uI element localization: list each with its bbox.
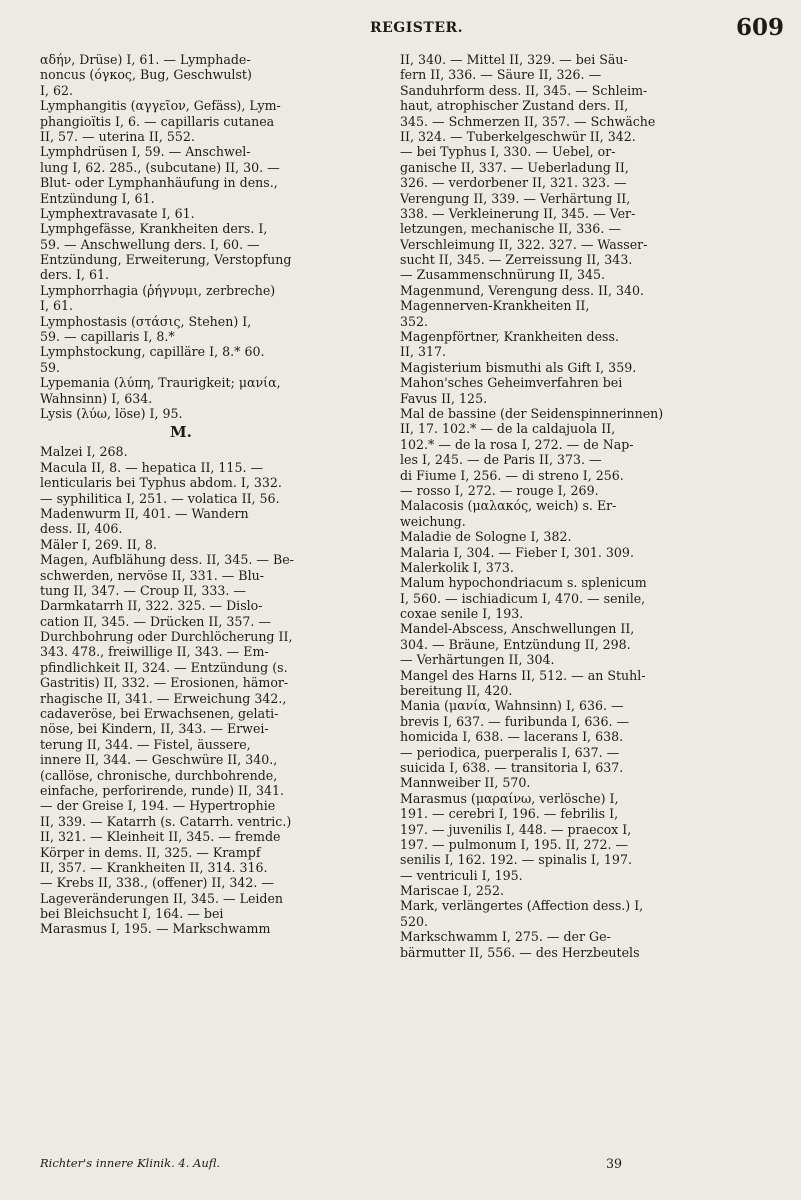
index-line: II, 321. — Kleinheit II, 345. — fremde xyxy=(40,829,281,845)
index-line: 343. 478., freiwillige II, 343. — Em- xyxy=(40,644,269,660)
index-line: 338. — Verkleinerung II, 345. — Ver- xyxy=(400,205,636,221)
index-line: Malzei I, 268. xyxy=(40,444,128,460)
index-line: II, 317. xyxy=(400,344,446,360)
index-line: terung II, 344. — Fistel, äussere, xyxy=(40,736,251,752)
index-line: Malum hypochondriacum s. splenicum xyxy=(400,575,647,591)
index-line: ders. I, 61. xyxy=(40,267,110,283)
index-line: phangioïtis I, 6. — capillaris cutanea xyxy=(40,113,275,129)
index-line: — rosso I, 272. — rouge I, 269. xyxy=(400,482,599,498)
index-line: II, 324. — Tuberkelgeschwür II, 342. xyxy=(400,128,636,144)
index-line: Magenpförtner, Krankheiten dess. xyxy=(400,329,619,345)
index-line: Magisterium bismuthi als Gift I, 359. xyxy=(400,359,637,375)
index-line: Marasmus I, 195. — Markschwamm xyxy=(40,921,271,937)
index-line: II, 17. 102.* — de la caldajuola II, xyxy=(400,421,616,437)
index-line: II, 57. — uterina II, 552. xyxy=(40,128,195,144)
right-column xyxy=(400,52,752,960)
index-line: — Verhärtungen II, 304. xyxy=(400,652,555,668)
index-line: Mal de bassine (der Seidenspinnerinnen) xyxy=(400,405,664,421)
index-line: Sanduhrform dess. II, 345. — Schleim- xyxy=(400,82,648,98)
index-line: Lymphdrüsen I, 59. — Anschwel- xyxy=(40,144,251,160)
index-line: lenticularis bei Typhus abdom. I, 332. xyxy=(40,475,282,491)
index-line: Malerkolik I, 373. xyxy=(400,559,514,575)
running-head xyxy=(0,14,801,41)
index-line: — Zusammenschnürung II, 345. xyxy=(400,267,606,283)
index-line: coxae senile I, 193. xyxy=(400,606,524,622)
index-line: fern II, 336. — Säure II, 326. — xyxy=(400,67,602,83)
index-line: sucht II, 345. — Zerreissung II, 343. xyxy=(400,252,633,268)
index-line: Mark, verlängertes (Affection dess.) I, xyxy=(400,898,644,914)
index-line: — periodica, puerperalis I, 637. — xyxy=(400,744,620,760)
index-line: 197. — juvenilis I, 448. — praecox I, xyxy=(400,821,632,837)
index-line: — der Greise I, 194. — Hypertrophie xyxy=(40,798,276,814)
index-line: letzungen, mechanische II, 336. — xyxy=(400,221,621,237)
index-line: Verengung II, 339. — Verhärtung II, xyxy=(400,190,631,206)
index-line: 352. xyxy=(400,313,429,329)
running-head-title: REGISTER. xyxy=(370,20,464,36)
index-line: 345. — Schmerzen II, 357. — Schwäche xyxy=(400,113,656,129)
index-line: Entzündung, Erweiterung, Verstopfung xyxy=(40,252,292,268)
index-line: rhagische II, 341. — Erweichung 342., xyxy=(40,690,287,706)
index-line: Entzündung I, 61. xyxy=(40,190,155,206)
index-line: Durchbohrung oder Durchlöcherung II, xyxy=(40,629,293,645)
index-line: I, 62. xyxy=(40,82,74,98)
index-line: II, 339. — Katarrh (s. Catarrh. ventric.) xyxy=(40,813,292,829)
index-line: αδήν, Drüse) I, 61. — Lymphade- xyxy=(40,52,251,67)
index-line: — ventriculi I, 195. xyxy=(400,867,523,883)
index-line: Madenwurm II, 401. — Wandern xyxy=(40,505,249,521)
index-line: Malaria I, 304. — Fieber I, 301. 309. xyxy=(400,544,634,560)
index-line: Lymphorrhagia (ῥήγνυμι, zerbreche) xyxy=(40,282,276,298)
index-line: cation II, 345. — Drücken II, 357. — xyxy=(40,613,272,629)
footer-signature: 39 xyxy=(606,1156,623,1171)
index-line: homicida I, 638. — lacerans I, 638. xyxy=(400,729,624,745)
index-line: 59. — capillaris I, 8.* xyxy=(40,329,175,345)
index-line: bei Bleichsucht I, 164. — bei xyxy=(40,906,224,922)
index-line: (callöse, chronische, durchbohrende, xyxy=(40,767,278,783)
index-line: dess. II, 406. xyxy=(40,521,123,537)
index-line: — Krebs II, 338., (offener) II, 342. — xyxy=(40,875,274,891)
index-line: nöse, bei Kindern, II, 343. — Erwei- xyxy=(40,721,269,737)
index-line: Lymphstockung, capilläre I, 8.* 60. xyxy=(40,344,265,360)
index-line: Markschwamm I, 275. — der Ge- xyxy=(400,929,611,945)
index-line: noncus (όγκος, Bug, Geschwulst) xyxy=(40,67,252,83)
index-line: haut, atrophischer Zustand ders. II, xyxy=(400,98,629,114)
index-line: Maladie de Sologne I, 382. xyxy=(400,529,572,545)
index-line: II, 357. — Krankheiten II, 314. 316. xyxy=(40,859,268,875)
index-line: Blut- oder Lymphanhäufung in dens., xyxy=(40,175,278,191)
index-line: Magen, Aufblähung dess. II, 345. — Be- xyxy=(40,552,294,568)
section-letter: M. xyxy=(170,423,192,442)
index-line: Verschleimung II, 322. 327. — Wasser- xyxy=(400,236,648,252)
index-line: Mannweiber II, 570. xyxy=(400,775,531,791)
index-line: les I, 245. — de Paris II, 373. — xyxy=(400,452,602,468)
index-line: 191. — cerebri I, 196. — febrilis I, xyxy=(400,806,619,822)
index-line: Mahon'sches Geheimverfahren bei xyxy=(400,375,623,391)
index-line: 197. — pulmonum I, 195. II, 272. — xyxy=(400,836,629,852)
index-line: Mäler I, 269. II, 8. xyxy=(40,536,157,552)
index-line: — syphilitica I, 251. — volatica II, 56. xyxy=(40,490,280,506)
index-line: 520. xyxy=(400,913,429,929)
index-line: weichung. xyxy=(400,513,466,529)
index-line: Gastritis) II, 332. — Erosionen, hämor- xyxy=(40,675,289,691)
index-line: II, 340. — Mittel II, 329. — bei Säu- xyxy=(400,52,628,67)
index-line: brevis I, 637. — furibunda I, 636. — xyxy=(400,713,630,729)
index-line: 59. — Anschwellung ders. I, 60. — xyxy=(40,236,260,252)
index-line: Favus II, 125. xyxy=(400,390,488,406)
index-line: Magenmund, Verengung dess. II, 340. xyxy=(400,282,645,298)
index-line: senilis I, 162. 192. — spinalis I, 197. xyxy=(400,852,632,868)
index-line: Magennerven-Krankheiten II, xyxy=(400,298,590,314)
index-line: suicida I, 638. — transitoria I, 637. xyxy=(400,759,624,775)
index-line: I, 61. xyxy=(40,298,74,314)
index-line: Wahnsinn) I, 634. xyxy=(40,390,153,406)
index-line: di Fiume I, 256. — di streno I, 256. xyxy=(400,467,624,483)
index-line: 304. — Bräune, Entzündung II, 298. xyxy=(400,636,631,652)
left-column xyxy=(40,52,378,937)
index-line: schwerden, nervöse II, 331. — Blu- xyxy=(40,567,264,583)
index-line: pfindlichkeit II, 324. — Entzündung (s. xyxy=(40,659,288,675)
index-line: bereitung II, 420. xyxy=(400,683,513,699)
index-line: Mariscae I, 252. xyxy=(400,883,504,899)
index-line: Lymphangitis (αγγεῖον, Gefäss), Lym- xyxy=(40,98,281,114)
index-line: — bei Typhus I, 330. — Uebel, or- xyxy=(400,144,616,160)
index-line: Mania (μανία, Wahnsinn) I, 636. — xyxy=(400,698,624,714)
index-line: Lymphgefässe, Krankheiten ders. I, xyxy=(40,221,268,237)
index-line: 326. — verdorbener II, 321. 323. — xyxy=(400,175,627,191)
index-line: einfache, perforirende, runde) II, 341. xyxy=(40,782,284,798)
index-line: I, 560. — ischiadicum I, 470. — senile, xyxy=(400,590,646,606)
index-line: Mandel-Abscess, Anschwellungen II, xyxy=(400,621,635,637)
index-line: innere II, 344. — Geschwüre II, 340., xyxy=(40,752,278,768)
index-line: Körper in dems. II, 325. — Krampf xyxy=(40,844,261,860)
index-line: lung I, 62. 285., (subcutane) II, 30. — xyxy=(40,159,280,175)
page-number: 609 xyxy=(736,14,785,41)
index-line: Macula II, 8. — hepatica II, 115. — xyxy=(40,459,264,475)
footer-book-title: Richter's innere Klinik. 4. Aufl. xyxy=(40,1156,221,1170)
index-line: cadaveröse, bei Erwachsenen, gelati- xyxy=(40,706,279,722)
index-line: Lysis (λύω, löse) I, 95. xyxy=(40,405,183,421)
index-line: Lypemania (λύπη, Traurigkeit; μανία, xyxy=(40,375,281,391)
index-line: Darmkatarrh II, 322. 325. — Dislo- xyxy=(40,598,263,614)
index-line: Mangel des Harns II, 512. — an Stuhl- xyxy=(400,667,646,683)
index-line: bärmutter II, 556. — des Herzbeutels xyxy=(400,944,640,960)
index-line: 102.* — de la rosa I, 272. — de Nap- xyxy=(400,436,634,452)
index-line: Malacosis (μαλακός, weich) s. Er- xyxy=(400,498,617,514)
index-line: Lageveränderungen II, 345. — Leiden xyxy=(40,890,284,906)
index-line: ganische II, 337. — Ueberladung II, xyxy=(400,159,629,175)
index-line: 59. xyxy=(40,359,61,375)
index-line: tung II, 347. — Croup II, 333. — xyxy=(40,582,246,598)
index-line: Marasmus (μαραίνω, verlösche) I, xyxy=(400,790,619,806)
index-line: Lymphostasis (στάσις, Stehen) I, xyxy=(40,313,252,329)
index-line: Lymphextravasate I, 61. xyxy=(40,205,195,221)
